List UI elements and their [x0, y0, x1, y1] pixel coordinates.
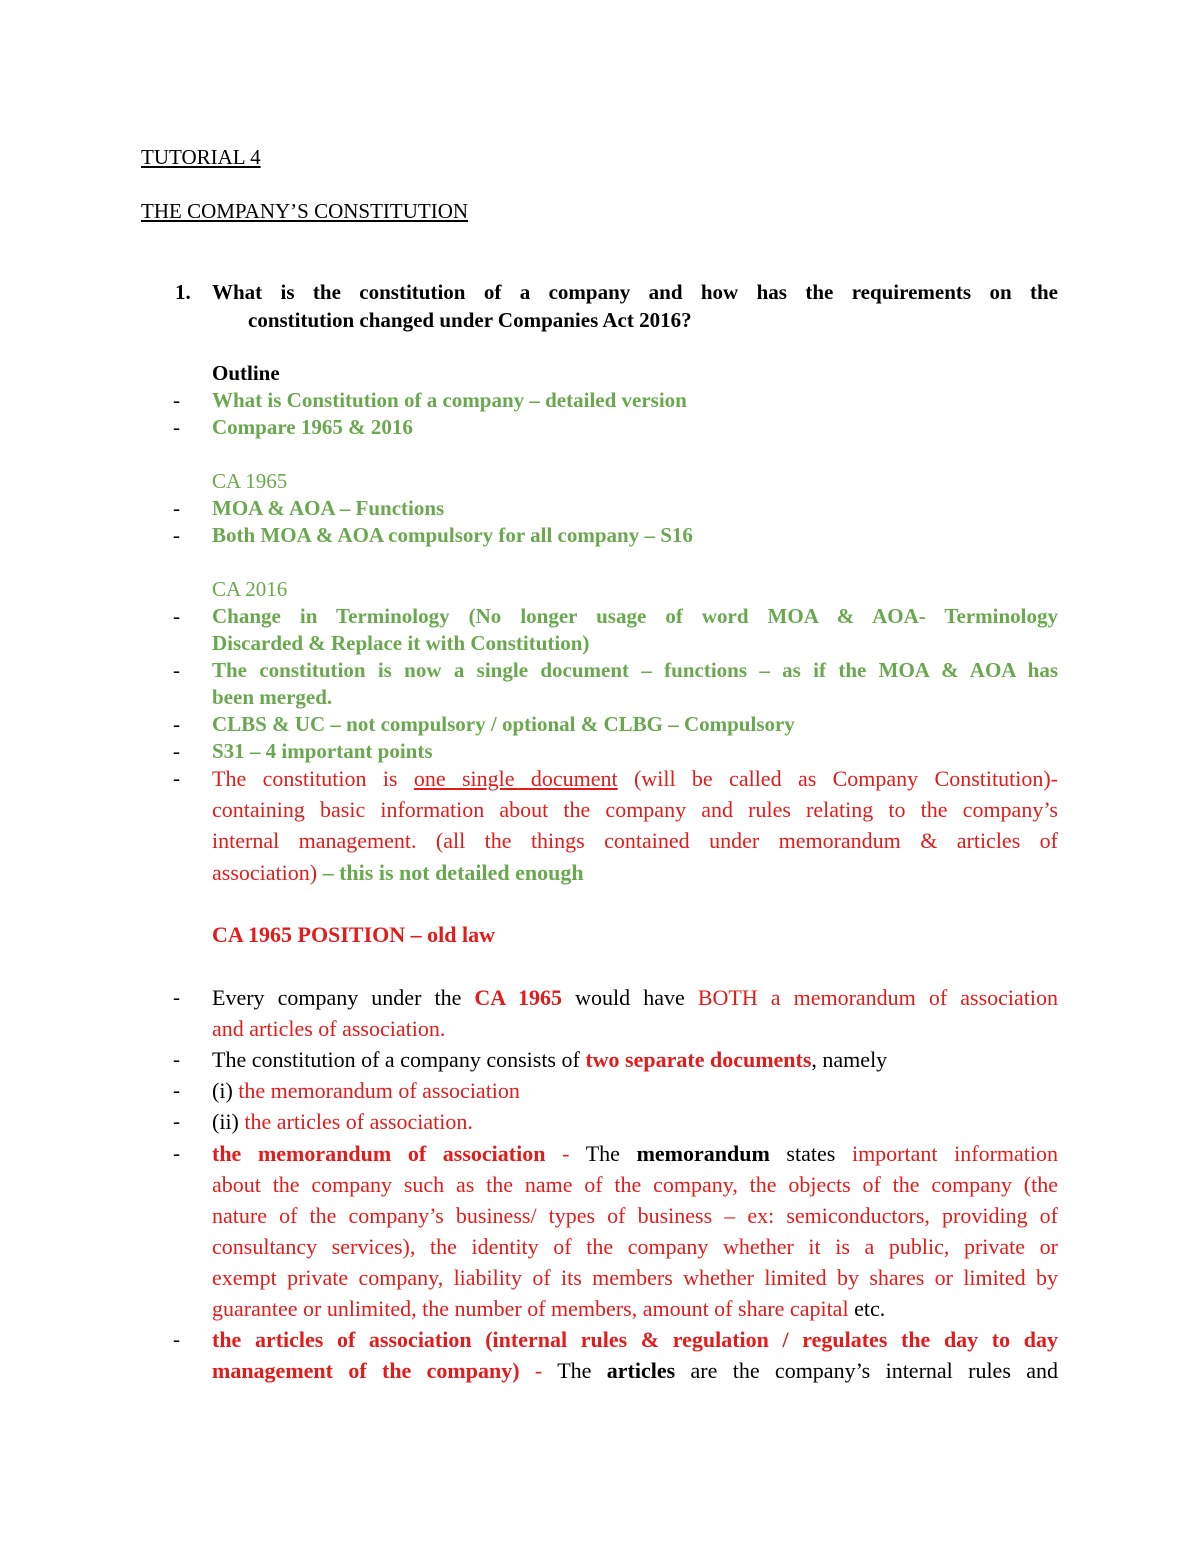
question-number: 1. — [175, 280, 191, 304]
ca2016-item-4: S31 – 4 important points — [212, 739, 433, 763]
b6-text-a: management of the company) — [212, 1358, 520, 1383]
b5-text-c: The — [585, 1141, 637, 1166]
position-bullet-5-line-2: about the company such as the name of the company, the objects of the company (the — [212, 1172, 1058, 1197]
b5-text-a: the memorandum of association — [212, 1141, 546, 1166]
b3-text-b: the memorandum of association — [238, 1078, 520, 1103]
position-bullet-1-line-1 — [212, 985, 1058, 1011]
question-line-1: What is the constitution of a company and how has the requirements on the — [212, 280, 1058, 304]
b4-text-a: (ii) — [212, 1109, 245, 1134]
b5-text-d: memorandum — [636, 1141, 770, 1166]
b5-text-b: - — [545, 1141, 586, 1166]
position-bullet-2 — [212, 1047, 887, 1073]
b1-text-a: Every company under the — [212, 985, 475, 1010]
bullet-dash: - — [173, 496, 180, 520]
b6-text-e: are the company’s internal rules and — [675, 1358, 1058, 1383]
b6-text-c: The — [557, 1358, 607, 1383]
item5-text-b: (will be called as Company Constitution)- — [617, 766, 1058, 791]
bullet-dash: - — [173, 1327, 180, 1351]
b2-text-c: , namely — [811, 1047, 888, 1072]
ca2016-item-3: CLBS & UC – not compulsory / optional & CLBG – Compulsory — [212, 712, 795, 736]
position-bullet-3 — [212, 1078, 520, 1104]
bullet-dash: - — [173, 712, 180, 736]
bullet-dash: - — [173, 523, 180, 547]
bullet-dash: - — [173, 658, 180, 682]
ca2016-item-2-line-2: been merged. — [212, 685, 333, 709]
b5-line6-text-a: guarantee or unlimited, the number of members, amount of share capital — [212, 1296, 855, 1321]
ca2016-item-2-line-1: The constitution is now a single document – functions – as if the MOA & AOA has — [212, 658, 1058, 682]
ca2016-item-1-line-1: Change in Terminology (No longer usage of word MOA & AOA- Terminology — [212, 604, 1058, 628]
item5-line4-red: association) — [212, 860, 323, 885]
bullet-dash: - — [173, 1109, 180, 1133]
bullet-dash: - — [173, 739, 180, 763]
bullet-dash: - — [173, 604, 180, 628]
document-title: THE COMPANY’S CONSTITUTION — [141, 199, 469, 223]
outline-item: What is Constitution of a company – detailed version — [212, 388, 687, 412]
outline-label: Outline — [212, 361, 280, 385]
b6-text-b: - — [519, 1358, 558, 1383]
ca2016-item-5-line-4 — [212, 860, 584, 886]
ca1965-item: MOA & AOA – Functions — [212, 496, 445, 520]
position-bullet-5-line-5: exempt private company, liability of its members whether limited by shares or limited by — [212, 1265, 1058, 1290]
b6-text-d: articles — [606, 1358, 676, 1383]
b4-text-b: the articles of association. — [244, 1109, 473, 1134]
item5-text-a: The constitution is — [212, 766, 414, 791]
position-bullet-6-line-1: the articles of association (internal rules & regulation / regulates the day to day — [212, 1327, 1058, 1352]
bullet-dash: - — [173, 985, 180, 1009]
ca1965-item: Both MOA & AOA compulsory for all company – S16 — [212, 523, 693, 547]
b2-text-a: The constitution of a company consists of — [212, 1047, 586, 1072]
b5-text-e: states — [769, 1141, 852, 1166]
bullet-dash: - — [173, 1078, 180, 1102]
question-line-2: constitution changed under Companies Act 2016? — [248, 308, 692, 332]
b1-text-d: BOTH a memorandum of association — [697, 985, 1059, 1010]
position-bullet-5-line-3: nature of the company’s business/ types of business – ex: semiconductors, providing of — [212, 1203, 1058, 1228]
ca2016-item-1-line-2: Discarded & Replace it with Constitution) — [212, 631, 590, 655]
bullet-dash: - — [173, 766, 180, 790]
position-bullet-5-line-6 — [212, 1296, 885, 1322]
ca1965-label: CA 1965 — [212, 469, 288, 493]
position-bullet-5-line-4: consultancy services), the identity of the company whether it is a public, private or — [212, 1234, 1058, 1259]
bullet-dash: - — [173, 415, 180, 439]
item5-underlined-text: one single document — [413, 766, 618, 791]
bullet-dash: - — [173, 1047, 180, 1071]
ca2016-item-5-line-2: containing basic information about the company and rules relating to the company’s — [212, 797, 1058, 822]
ca2016-item-5-line-1 — [212, 766, 1058, 792]
bullet-dash: - — [173, 1141, 180, 1165]
ca2016-label: CA 2016 — [212, 577, 288, 601]
ca2016-item-5-line-3: internal management. (all the things contained under memorandum & articles of — [212, 828, 1058, 853]
position-bullet-4 — [212, 1109, 473, 1135]
position-bullet-6-line-2 — [212, 1358, 1058, 1384]
item5-line4-green: – this is not detailed enough — [322, 860, 584, 885]
b1-text-b: CA 1965 — [474, 985, 563, 1010]
position-bullet-5-line-1 — [212, 1141, 1058, 1167]
ca1965-position-heading: CA 1965 POSITION – old law — [212, 922, 495, 947]
bullet-dash: - — [173, 388, 180, 412]
b1-text-c: would have — [562, 985, 698, 1010]
tutorial-heading: TUTORIAL 4 — [141, 145, 261, 169]
b5-line6-text-b: etc. — [854, 1296, 886, 1321]
b2-text-b: two separate documents — [585, 1047, 812, 1072]
b3-text-a: (i) — [212, 1078, 239, 1103]
position-bullet-1-line-2: and articles of association. — [212, 1016, 446, 1041]
b5-text-f: important information — [851, 1141, 1059, 1166]
outline-item: Compare 1965 & 2016 — [212, 415, 413, 439]
